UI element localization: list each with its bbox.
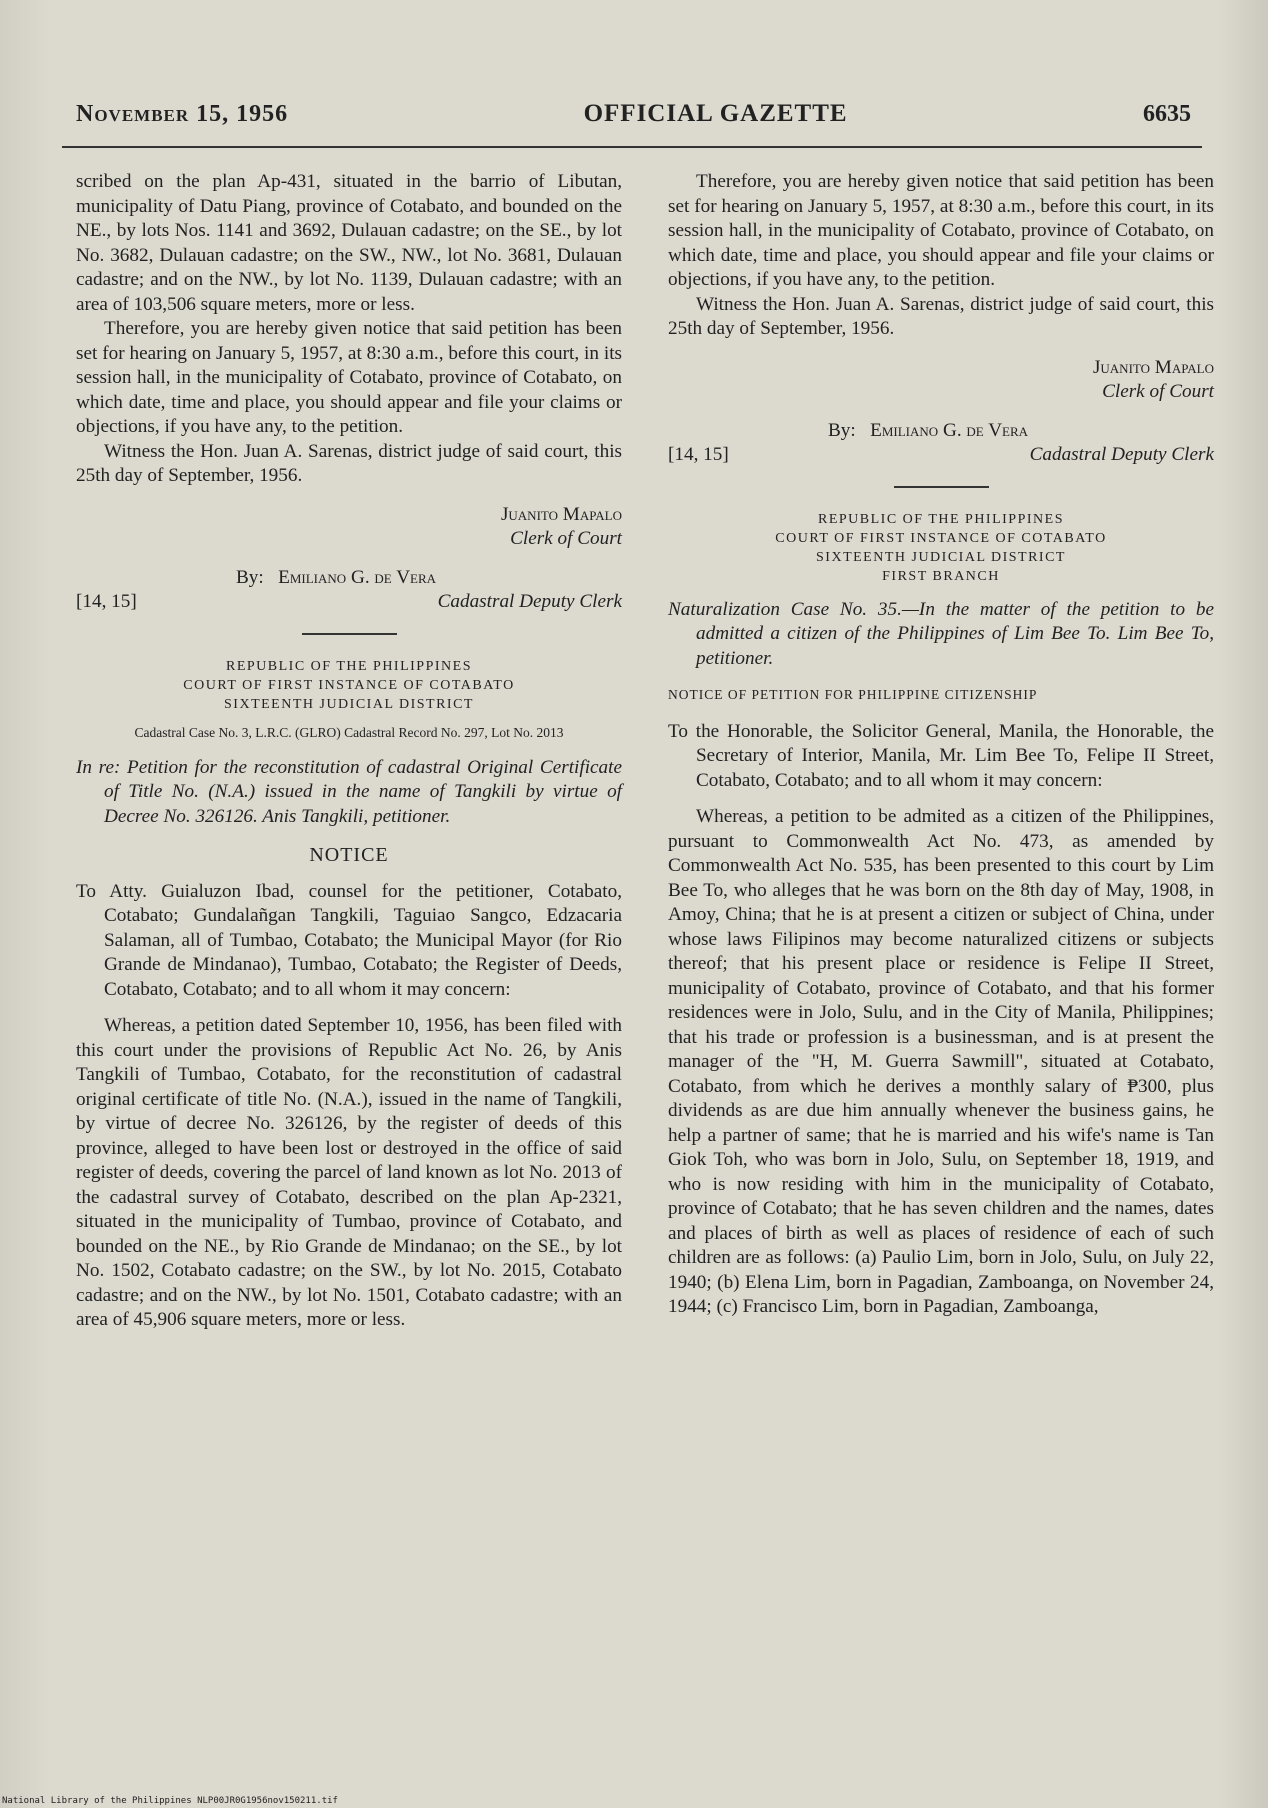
caption-line: COURT OF FIRST INSTANCE OF COTABATO — [775, 530, 1107, 546]
case-reference: Cadastral Case No. 3, L.R.C. (GLRO) Cadastral Record No. 297, Lot No. 2013 — [134, 724, 564, 740]
header-page-number: 6635 — [1143, 101, 1191, 127]
scan-footer: National Library of the Philippines NLP00JR0G1956nov150211.tif — [2, 1796, 338, 1806]
notice-heading: NOTICE — [309, 844, 389, 866]
signature-block — [668, 356, 1214, 468]
court-caption — [76, 657, 622, 714]
whereas-paragraph: Whereas, a petition to be admited as a citizen of the Philippines, pursuant to Commonwealth Act No. 473, as amended by Commonwealth Act No. 535, has been presented to this court by Lim Bee To, who alleges that he was born on the 8th day of May, 1908, in Amoy, China; that he is at present a citizen or subject of China, under whose laws Filipinos may become naturalized citizens or subjects thereof; that his present place or residence is Felipe II Street, municipality of Cotabato, province of Cotabato, and that his former residences were in Jolo, Sulu, and in the City of Manila, Philippines; that his trade or profession is a businessman, and is at present the manager of the "H, M. Guerra Sawmill", situated at Cotabato, Cotabato, from which he derives a monthly salary of ₱300, plus dividends as are due him annually whenever the business gains, he help a partner of same; that he is married and his wife's name is Tan Giok Toh, who was born in Jolo, Sulu, on September 18, 1919, and who is now residing with him in the municipality of Cotabato, province of Cotabato; that he has seven children and the names, dates and places of birth as well as places of residence of each of such children are as follows: (a) Paulio Lim, born in Jolo, Sulu, on July 22, 1940; (b) Elena Lim, born in Pagadian, Zamboanga, on November 24, 1944; (c) Francisco Lim, born in Pagadian, Zamboanga, — [668, 806, 1214, 1317]
therefore-paragraph: Therefore, you are hereby given notice that said petition has been set for hearing on January 5, 1957, at 8:30 a.m., before this court, in its session hall, in the municipality of Cotabato, province of Cotabato, on which date, time and place, you should appear and file your claims or objections, if you have any, to the petition. — [76, 318, 622, 437]
caption-line: SIXTEENTH JUDICIAL DISTRICT — [816, 549, 1066, 565]
header-date: November 15, 1956 — [76, 101, 289, 127]
signatory-title: Clerk of Court — [1102, 381, 1214, 402]
signatory-name: Juanito Mapalo — [1092, 356, 1214, 378]
issue-reference: [14, 15] — [668, 444, 729, 465]
caption-line: COURT OF FIRST INSTANCE OF COTABATO — [183, 677, 515, 693]
deputy-name: Emiliano G. de Vera — [278, 566, 437, 588]
issue-reference: [14, 15] — [76, 591, 137, 612]
witness-paragraph: Witness the Hon. Juan A. Sarenas, district judge of said court, this 25th day of September, 1956. — [668, 293, 1214, 339]
section-divider — [894, 486, 989, 488]
witness-paragraph: Witness the Hon. Juan A. Sarenas, district judge of said court, this 25th day of September, 1956. — [76, 440, 622, 486]
by-label: By: — [236, 566, 264, 588]
addressees-paragraph: To Atty. Guialuzon Ibad, counsel for the petitioner, Cotabato, Cotabato; Gundalañgan Tangkili, Taguiao Sangco, Edzacaria Salaman, all of Tumbao, Cotabato; the Municipal Mayor (for Rio Grande de Mindanao), Tumbao, Cotabato; the Register of Deeds, Cotabato, Cotabato; and to all whom it may concern: — [76, 880, 622, 1000]
signatory-title: Clerk of Court — [510, 528, 622, 549]
section-divider — [302, 633, 397, 635]
continuation-paragraph: scribed on the plan Ap-431, situated in the barrio of Libutan, municipality of Datu Piang, province of Cotabato, and bounded on the NE., by lots Nos. 1141 and 3692, Dulauan cadastre; on the SE., by lot No. 3682, Dulauan cadastre; on the SW., NW., lot No. 3681, Dulauan cadastre; and on the NW., by lot No. 1139, Dulauan cadastre; with an area of 103,506 square meters, more or less. — [76, 171, 622, 315]
deputy-title: Cadastral Deputy Clerk — [1029, 444, 1214, 465]
header-title: OFFICIAL GAZETTE — [583, 100, 848, 127]
caption-line: REPUBLIC OF THE PHILIPPINES — [818, 511, 1064, 527]
court-caption — [668, 510, 1214, 586]
deputy-name: Emiliano G. de Vera — [870, 419, 1029, 441]
caption-line: REPUBLIC OF THE PHILIPPINES — [226, 658, 472, 674]
caption-line: FIRST BRANCH — [882, 568, 1000, 584]
case-title: Naturalization Case No. 35.—In the matter of the petition to be admitted a citizen of the Philippines of Lim Bee To. Lim Bee To, petitioner. — [668, 598, 1214, 669]
deputy-title: Cadastral Deputy Clerk — [437, 591, 622, 612]
right-column — [668, 170, 1214, 1320]
caption-line: SIXTEENTH JUDICIAL DISTRICT — [224, 696, 474, 712]
signatory-name: Juanito Mapalo — [500, 503, 622, 525]
in-re-caption: In re: Petition for the reconstitution of cadastral Original Certificate of Title No. (N.A.) issued in the name of Tangkili by virtue of Decree No. 326126. Anis Tangkili, petitioner. — [76, 756, 622, 827]
left-column — [76, 170, 622, 1333]
header-rule — [62, 146, 1202, 148]
whereas-paragraph: Whereas, a petition dated September 10, 1956, has been filed with this court under the provisions of Republic Act No. 26, by Anis Tangkili of Tumbao, Cotabato, for the reconstitution of cadastral original certificate of title No. (N.A.), issued in the name of Tangkili, by virtue of decree No. 326126, by the register of deeds of this province, alleged to have been lost or destroyed in the office of said register of deeds, covering the parcel of land known as lot No. 2013 of the cadastral survey of Cotabato, described on the plan Ap-2321, situated in the municipality of Tumbao, province of Cotabato, and bounded on the NE., by Rio Grande de Mindanao; on the SE., by lot No. 1502, Cotabato cadastre; on the SW., by lot No. 2015, Cotabato cadastre; and on the NW., by lot No. 1501, Cotabato cadastre; with an area of 45,906 square meters, more or less. — [76, 1015, 622, 1330]
signature-block — [76, 503, 622, 615]
page-header — [76, 100, 1191, 140]
addressees-paragraph: To the Honorable, the Solicitor General, Manila, the Honorable, the Secretary of Interior, Manila, Mr. Lim Bee To, Felipe II Street, Cotabato, Cotabato; and to all whom it may concern: — [668, 720, 1214, 791]
by-label: By: — [828, 419, 856, 441]
notice-heading: NOTICE OF PETITION FOR PHILIPPINE CITIZENSHIP — [668, 687, 1038, 702]
therefore-paragraph: Therefore, you are hereby given notice that said petition has been set for hearing on January 5, 1957, at 8:30 a.m., before this court, in its session hall, in the municipality of Cotabato, province of Cotabato, on which date, time and place, you should appear and file your claims or objections, if you have any, to the petition. — [668, 171, 1214, 290]
